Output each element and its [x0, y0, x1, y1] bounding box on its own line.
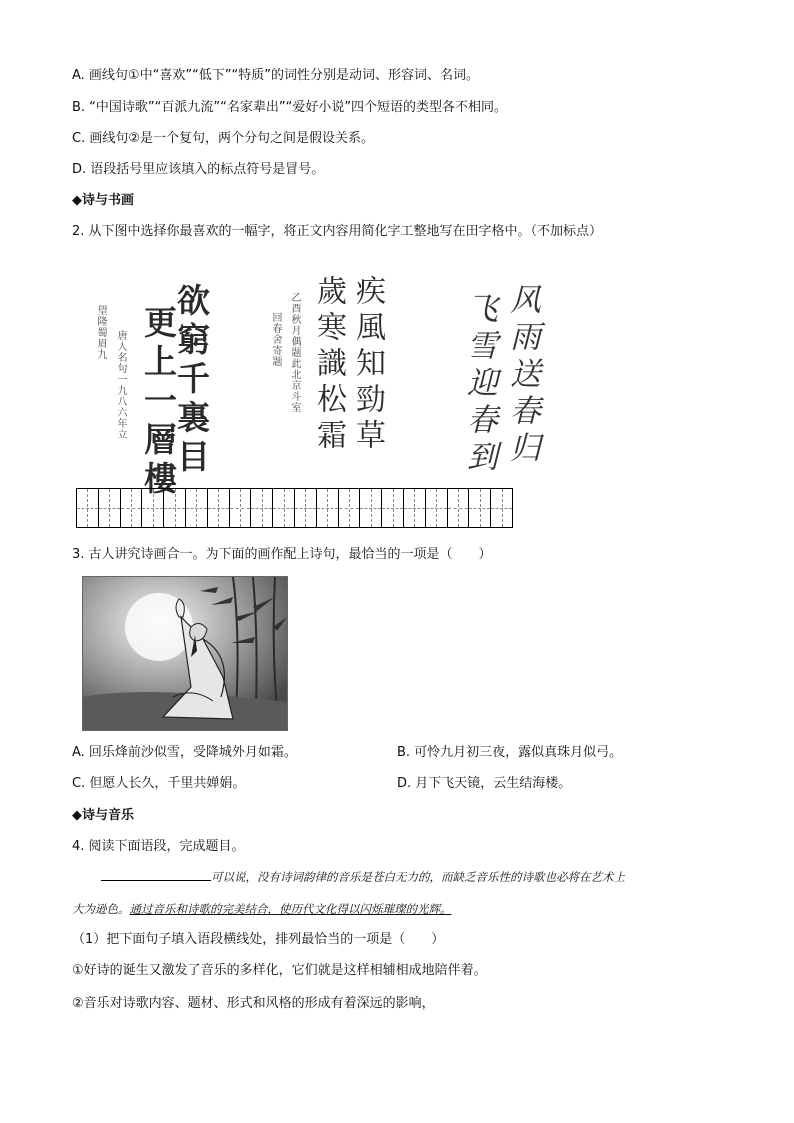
grid-cell[interactable]: [360, 489, 382, 527]
grid-cell[interactable]: [382, 489, 404, 527]
grid-cell[interactable]: [121, 489, 143, 527]
grid-cell[interactable]: [164, 489, 186, 527]
passage-line-2-text: 大为逊色。: [72, 902, 130, 916]
grid-cell[interactable]: [186, 489, 208, 527]
grid-cell[interactable]: [448, 489, 470, 527]
calligraphy-middle-col2: 歲寒識松霜: [311, 275, 346, 455]
grid-cell[interactable]: [426, 489, 448, 527]
question-4: 4. 阅读下面语段，完成题目。: [72, 839, 245, 854]
calligraphy-left-col2: 更上一層樓: [139, 305, 178, 500]
option-q1-d: D. 语段括号里应该填入的标点符号是冒号。: [72, 162, 325, 177]
option-q1-b: B. “中国诗歌”“百派九流”“名家辈出”“爱好小说”四个短语的类型各不相同。: [72, 100, 508, 115]
grid-cell[interactable]: [469, 489, 491, 527]
passage-line-2: [72, 900, 452, 918]
grid-cell[interactable]: [273, 489, 295, 527]
option-q3-d: D. 月下飞天镜，云生结海楼。: [397, 776, 572, 791]
question-3: 3. 古人讲究诗画合一。为下面的画作配上诗句，最恰当的一项是（ ）: [72, 547, 492, 562]
calligraphy-middle-note: 乙酉秋月偶题此北京斗室: [289, 292, 300, 413]
grid-cell[interactable]: [317, 489, 339, 527]
option-q3-a: A. 回乐烽前沙似雪，受降城外月如霜。: [72, 745, 297, 760]
calligraphy-left-col1: 欲窮千裏目: [172, 283, 211, 478]
question-4-1: （1）把下面句子填入语段横线处，排列最恰当的一项是（ ）: [72, 932, 445, 947]
option-q1-c: C. 画线句②是一个复句，两个分句之间是假设关系。: [72, 131, 374, 146]
grid-cell[interactable]: [251, 489, 273, 527]
passage-line-1: [101, 868, 625, 886]
underlined-sentence-2: 通过音乐和诗歌的完美结合，使历代文化得以闪烁璀璨的光辉。: [129, 902, 452, 916]
grid-cell[interactable]: [404, 489, 426, 527]
tianzige-grid[interactable]: [76, 488, 513, 528]
grid-cell[interactable]: [491, 489, 512, 527]
painting-image: [82, 576, 288, 731]
passage-line-1-text: 可以说，没有诗词韵律的音乐是苍白无力的，而缺乏音乐性的诗歌也必将在艺术上: [211, 870, 625, 884]
calligraphy-left-note: 唐人名句一九八六年立: [115, 330, 126, 440]
option-q3-c: C. 但愿人长久，千里共婵娟。: [72, 776, 246, 791]
option-q1-a: A. 画线句①中“喜欢”“低下”“特质”的词性分别是动词、形容词、名词。: [72, 68, 479, 83]
option-q3-b: B. 可怜九月初三夜，露似真珠月似弓。: [397, 745, 623, 760]
grid-cell[interactable]: [230, 489, 252, 527]
section-heading-music: ◆诗与音乐: [72, 808, 134, 823]
sentence-2: ②音乐对诗歌内容、题材、形式和风格的形成有着深远的影响，: [72, 996, 435, 1011]
grid-cell[interactable]: [77, 489, 99, 527]
grid-cell[interactable]: [99, 489, 121, 527]
calligraphy-right-col2: 飞雪迎春到: [461, 292, 497, 477]
section-heading-calligraphy: ◆诗与书画: [72, 193, 134, 208]
painting-illustration: [83, 577, 287, 730]
question-2: 2. 从下图中选择你最喜欢的一幅字，将正文内容用简化字工整地写在田字格中。（不加标点）: [72, 224, 603, 239]
grid-cell[interactable]: [142, 489, 164, 527]
grid-cell[interactable]: [339, 489, 361, 527]
calligraphy-right-col1: 风雨送春归: [504, 283, 540, 468]
sentence-1: ①好诗的诞生又激发了音乐的多样化，它们就是这样相辅相成地陪伴着。: [72, 963, 487, 978]
calligraphy-left-signature: 望隆蜀眉九: [95, 305, 106, 360]
grid-cell[interactable]: [208, 489, 230, 527]
calligraphy-middle-col1: 疾風知勁草: [350, 275, 385, 455]
grid-cell[interactable]: [295, 489, 317, 527]
calligraphy-middle-signature: 回春舍寄题: [270, 312, 281, 367]
answer-blank[interactable]: [101, 868, 211, 881]
